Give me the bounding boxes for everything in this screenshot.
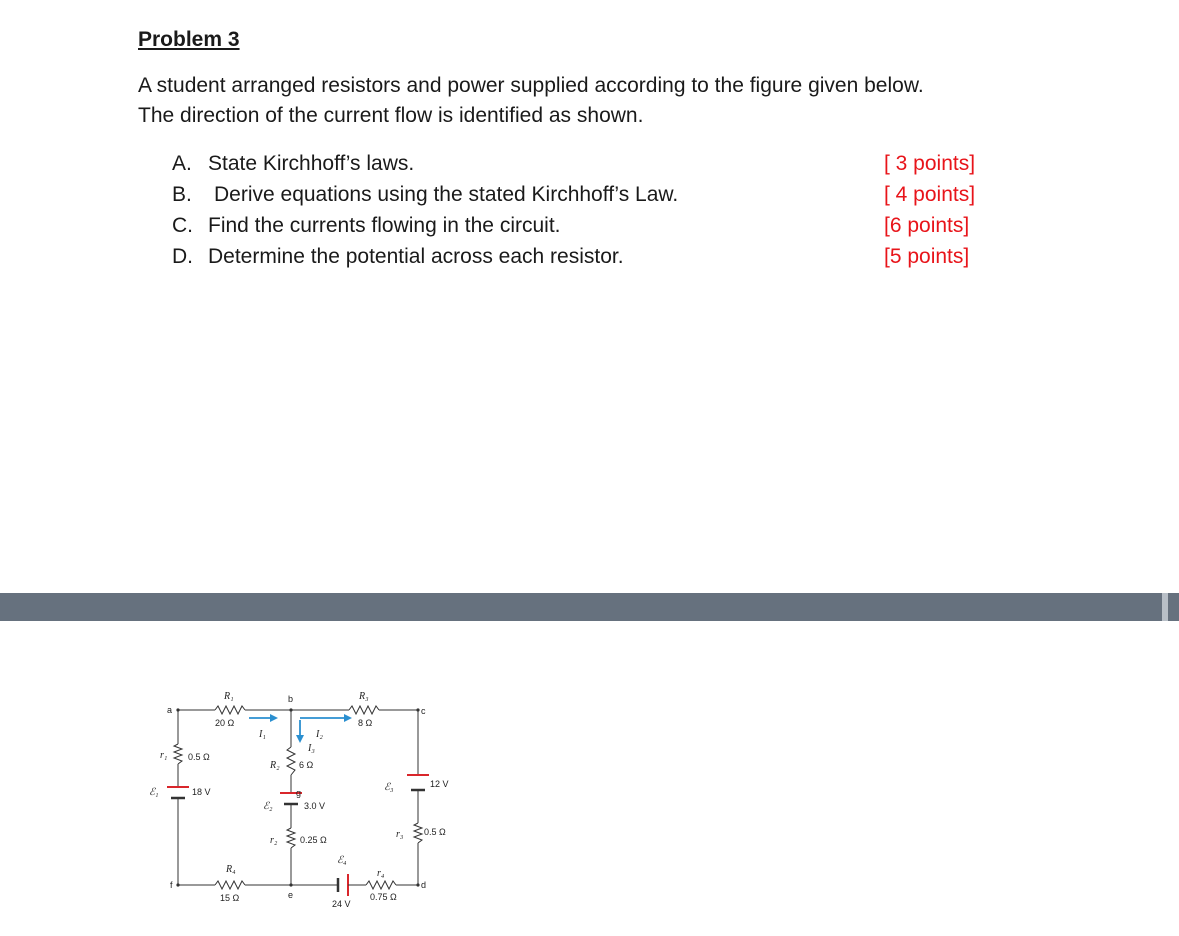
resistor-r2 — [287, 747, 295, 775]
label-r3-internal: r₃ — [396, 829, 404, 840]
question-letter: C. — [172, 214, 193, 237]
question-c — [172, 214, 561, 238]
points-d: [5 points] — [884, 245, 970, 268]
resistor-r1 — [215, 706, 245, 714]
value-r3-internal: 0.5 Ω — [424, 827, 446, 837]
label-i1: I₁ — [259, 729, 266, 740]
label-e3: ℰ₃ — [384, 782, 394, 793]
question-text: State Kirchhoff’s laws. — [208, 152, 415, 175]
resistor-r2-internal — [287, 828, 295, 848]
value-r1-internal: 0.5 Ω — [188, 752, 210, 762]
label-e2: ℰ₂ — [263, 801, 273, 812]
question-text: Derive equations using the stated Kirchhoff’s Law. — [214, 183, 679, 206]
resistor-r4-internal — [366, 881, 396, 889]
circuit-diagram — [140, 680, 460, 920]
value-r4-internal: 0.75 Ω — [370, 892, 397, 902]
points-b: [ 4 points] — [884, 183, 976, 206]
value-r3: 8 Ω — [358, 718, 373, 728]
label-e1: ℰ₁ — [149, 787, 159, 798]
node-label-e: e — [288, 890, 294, 900]
resistor-r1-internal — [174, 744, 182, 764]
circuit-figure — [140, 680, 460, 920]
label-i2: I₂ — [316, 729, 323, 740]
value-r2: 6 Ω — [299, 760, 314, 770]
points-c: [6 points] — [884, 214, 970, 237]
current-arrow-i1-head — [270, 714, 278, 722]
value-r4: 15 Ω — [220, 893, 240, 903]
value-e1: 18 V — [192, 787, 211, 797]
node-label-f: f — [170, 880, 173, 890]
label-r1-internal: r₁ — [160, 750, 168, 761]
node-label-g: g — [296, 788, 302, 798]
points-a: [ 3 points] — [884, 152, 976, 175]
question-text: Find the currents flowing in the circuit. — [208, 214, 561, 237]
label-r3: R₃ — [359, 691, 369, 702]
node-label-a: a — [167, 705, 173, 715]
question-b — [172, 183, 678, 207]
intro-line-1: A student arranged resistors and power supplied according to the figure given below. — [138, 74, 924, 97]
problem-heading: Problem 3 — [138, 28, 240, 51]
node-label-b: b — [288, 694, 294, 704]
label-r4: R₄ — [226, 864, 236, 875]
current-arrow-i2-head — [344, 714, 352, 722]
question-letter: D. — [172, 245, 193, 268]
value-r2-internal: 0.25 Ω — [300, 835, 327, 845]
label-i3: I₃ — [308, 743, 315, 754]
value-r1: 20 Ω — [215, 718, 235, 728]
label-r4-internal: r₄ — [377, 868, 385, 879]
value-e4: 24 V — [332, 899, 351, 909]
node-label-c: c — [421, 706, 426, 716]
scrollbar-handle[interactable] — [1162, 593, 1168, 621]
node-label-d: d — [421, 880, 427, 890]
resistor-r3 — [349, 706, 379, 714]
label-e4: ℰ₄ — [337, 855, 347, 866]
question-letter: A. — [172, 152, 192, 175]
resistor-r3-internal — [414, 823, 422, 843]
resistor-r4 — [215, 881, 245, 889]
question-d — [172, 245, 624, 269]
question-letter: B. — [172, 183, 192, 206]
question-text: Determine the potential across each resistor. — [208, 245, 624, 268]
current-arrow-i3-head — [296, 735, 304, 743]
intro-line-2: The direction of the current flow is identified as shown. — [138, 104, 644, 127]
question-a — [172, 152, 414, 176]
value-e2: 3.0 V — [304, 801, 326, 811]
value-e3: 12 V — [430, 779, 449, 789]
label-r2-internal: r₂ — [270, 835, 278, 846]
label-r2: R₂ — [270, 760, 280, 771]
page-divider-bar — [0, 593, 1179, 621]
label-r1: R₁ — [224, 691, 234, 702]
